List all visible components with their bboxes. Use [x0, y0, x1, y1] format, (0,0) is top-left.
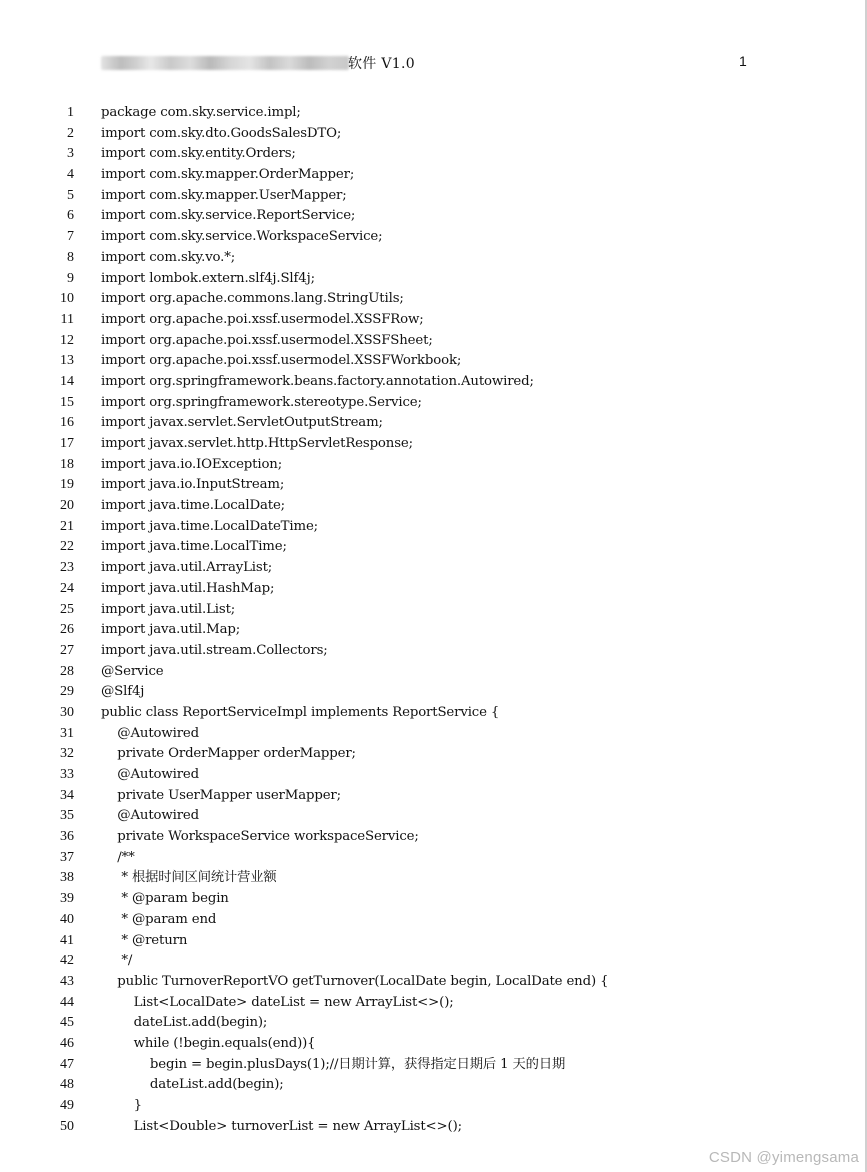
code-line — [0, 827, 867, 848]
code-line — [0, 455, 867, 476]
line-number: 20 — [60, 498, 74, 514]
code-text: */ — [101, 953, 133, 969]
page-header — [0, 52, 867, 72]
code-line — [0, 413, 867, 434]
code-line — [0, 393, 867, 414]
line-number: 19 — [60, 477, 74, 493]
code-line — [0, 993, 867, 1014]
line-number: 39 — [60, 891, 74, 907]
code-text: import org.springframework.stereotype.Service; — [101, 394, 422, 410]
code-listing — [0, 103, 867, 1137]
code-line — [0, 931, 867, 952]
line-number: 46 — [60, 1035, 74, 1051]
line-number: 8 — [67, 249, 74, 265]
line-number: 1 — [67, 105, 74, 120]
code-line — [0, 600, 867, 621]
code-text: private UserMapper userMapper; — [101, 787, 341, 803]
code-text: import java.util.stream.Collectors; — [101, 642, 328, 658]
code-line — [0, 496, 867, 517]
code-text: import org.apache.poi.xssf.usermodel.XSSFSheet; — [101, 332, 433, 348]
code-line — [0, 765, 867, 786]
header-title: 软件 V1.0 — [348, 56, 415, 72]
code-line — [0, 186, 867, 207]
code-line — [0, 289, 867, 310]
code-text: * 根据时间区间统计营业额 — [101, 870, 277, 886]
line-number: 6 — [67, 208, 74, 224]
code-line — [0, 579, 867, 600]
code-line — [0, 662, 867, 683]
code-line — [0, 124, 867, 145]
code-text: import java.util.HashMap; — [101, 580, 275, 596]
code-text: import java.time.LocalDate; — [101, 498, 286, 514]
code-text: @Autowired — [101, 725, 199, 741]
code-text: private OrderMapper orderMapper; — [101, 746, 356, 762]
code-line — [0, 889, 867, 910]
code-text: while (!begin.equals(end)){ — [101, 1035, 316, 1051]
code-text: import java.util.Map; — [101, 622, 241, 638]
code-text: import lombok.extern.slf4j.Slf4j; — [101, 270, 315, 286]
code-text: @Service — [101, 663, 164, 679]
code-line — [0, 682, 867, 703]
code-line — [0, 475, 867, 496]
code-line — [0, 351, 867, 372]
code-line — [0, 1013, 867, 1034]
code-line — [0, 744, 867, 765]
line-number: 34 — [60, 787, 74, 803]
code-line — [0, 848, 867, 869]
code-line — [0, 1117, 867, 1138]
code-line — [0, 786, 867, 807]
line-number: 12 — [60, 332, 74, 348]
code-text: @Autowired — [101, 767, 199, 782]
code-line — [0, 1096, 867, 1117]
code-line — [0, 310, 867, 331]
code-text: import java.time.LocalTime; — [101, 539, 287, 555]
line-number: 32 — [60, 746, 74, 762]
line-number: 26 — [60, 622, 74, 638]
line-number: 33 — [60, 767, 74, 782]
code-text: import com.sky.service.WorkspaceService; — [101, 229, 383, 245]
line-number: 45 — [60, 1015, 74, 1031]
code-line — [0, 206, 867, 227]
line-number: 14 — [60, 373, 74, 389]
line-number: 37 — [60, 849, 74, 865]
code-line — [0, 269, 867, 290]
code-text: import org.springframework.beans.factory.annotation.Autowired; — [101, 373, 534, 389]
code-line — [0, 517, 867, 538]
code-line — [0, 951, 867, 972]
line-number: 13 — [60, 353, 74, 369]
line-number: 48 — [60, 1077, 74, 1093]
line-number: 24 — [60, 580, 74, 596]
line-number: 3 — [67, 146, 74, 162]
code-text: package com.sky.service.impl; — [101, 105, 301, 120]
code-text: import org.apache.poi.xssf.usermodel.XSSFRow; — [101, 311, 424, 327]
code-text: @Autowired — [101, 808, 199, 824]
code-text: @Slf4j — [101, 684, 145, 700]
line-number: 38 — [60, 870, 74, 886]
code-text: import com.sky.mapper.UserMapper; — [101, 187, 347, 203]
code-line — [0, 910, 867, 931]
code-text: import javax.servlet.http.HttpServletResponse; — [101, 436, 413, 451]
code-text: List<Double> turnoverList = new ArrayList<>(); — [101, 1118, 462, 1134]
code-text: } — [101, 1098, 142, 1113]
line-number: 4 — [67, 167, 74, 183]
code-text: public class ReportServiceImpl implements ReportService { — [101, 704, 500, 720]
code-line — [0, 724, 867, 745]
code-text: import javax.servlet.ServletOutputStream; — [101, 415, 383, 431]
page-number: 1 — [739, 53, 747, 69]
code-text: * @param end — [101, 911, 217, 927]
code-line — [0, 620, 867, 641]
code-line — [0, 165, 867, 186]
watermark: CSDN @yimengsama — [708, 1149, 859, 1166]
code-line — [0, 227, 867, 248]
line-number: 11 — [60, 311, 74, 327]
line-number: 50 — [60, 1118, 74, 1134]
line-number: 43 — [60, 973, 74, 989]
code-text: import org.apache.poi.xssf.usermodel.XSSFWorkbook; — [101, 353, 462, 369]
code-text: import com.sky.entity.Orders; — [101, 146, 296, 162]
code-text: public TurnoverReportVO getTurnover(LocalDate begin, LocalDate end) { — [101, 973, 609, 989]
code-text: import com.sky.vo.*; — [101, 249, 236, 265]
code-text: import java.io.IOException; — [101, 456, 283, 472]
code-text: List<LocalDate> dateList = new ArrayList<>(); — [101, 994, 454, 1010]
line-number: 41 — [60, 932, 74, 948]
line-number: 30 — [60, 704, 74, 720]
redacted-title-blur — [101, 56, 349, 70]
line-number: 42 — [60, 953, 74, 969]
code-text: * @return — [101, 932, 188, 948]
code-text: * @param begin — [101, 891, 229, 907]
code-text: import java.util.List; — [101, 601, 236, 617]
code-line — [0, 868, 867, 889]
code-line — [0, 1075, 867, 1096]
code-line — [0, 703, 867, 724]
code-text: import java.io.InputStream; — [101, 477, 285, 493]
code-line — [0, 537, 867, 558]
code-line — [0, 372, 867, 393]
line-number: 10 — [60, 291, 74, 307]
code-text: dateList.add(begin); — [101, 1077, 284, 1093]
line-number: 36 — [60, 829, 74, 845]
line-number: 5 — [67, 187, 74, 203]
code-line — [0, 1034, 867, 1055]
line-number: 47 — [60, 1056, 74, 1072]
code-line — [0, 331, 867, 352]
code-line — [0, 972, 867, 993]
code-text: dateList.add(begin); — [101, 1015, 268, 1031]
code-text: import com.sky.dto.GoodsSalesDTO; — [101, 125, 342, 141]
code-line — [0, 558, 867, 579]
line-number: 7 — [67, 229, 74, 245]
code-line — [0, 806, 867, 827]
code-text: begin = begin.plusDays(1);//日期计算，获得指定日期后 1 天的日期 — [101, 1056, 566, 1072]
code-text: /** — [101, 849, 135, 865]
code-text: private WorkspaceService workspaceService; — [101, 829, 419, 845]
line-number: 17 — [60, 436, 74, 451]
line-number: 21 — [60, 518, 74, 534]
code-line — [0, 248, 867, 269]
line-number: 40 — [60, 911, 74, 927]
line-number: 16 — [60, 415, 74, 431]
line-number: 23 — [60, 560, 74, 576]
line-number: 25 — [60, 601, 74, 617]
code-line — [0, 1055, 867, 1076]
code-line — [0, 641, 867, 662]
line-number: 15 — [60, 394, 74, 410]
line-number: 35 — [60, 808, 74, 824]
code-line — [0, 434, 867, 455]
line-number: 49 — [60, 1098, 74, 1113]
code-text: import java.util.ArrayList; — [101, 560, 273, 576]
line-number: 44 — [60, 994, 74, 1010]
code-text: import java.time.LocalDateTime; — [101, 518, 319, 534]
code-text: import com.sky.mapper.OrderMapper; — [101, 167, 355, 183]
line-number: 29 — [60, 684, 74, 700]
code-line — [0, 144, 867, 165]
code-line — [0, 103, 867, 124]
line-number: 2 — [67, 125, 74, 141]
code-text: import com.sky.service.ReportService; — [101, 208, 356, 224]
code-text: import org.apache.commons.lang.StringUtils; — [101, 291, 404, 307]
line-number: 31 — [60, 725, 74, 741]
line-number: 18 — [60, 456, 74, 472]
line-number: 9 — [67, 270, 74, 286]
line-number: 28 — [60, 663, 74, 679]
line-number: 27 — [60, 642, 74, 658]
line-number: 22 — [60, 539, 74, 555]
